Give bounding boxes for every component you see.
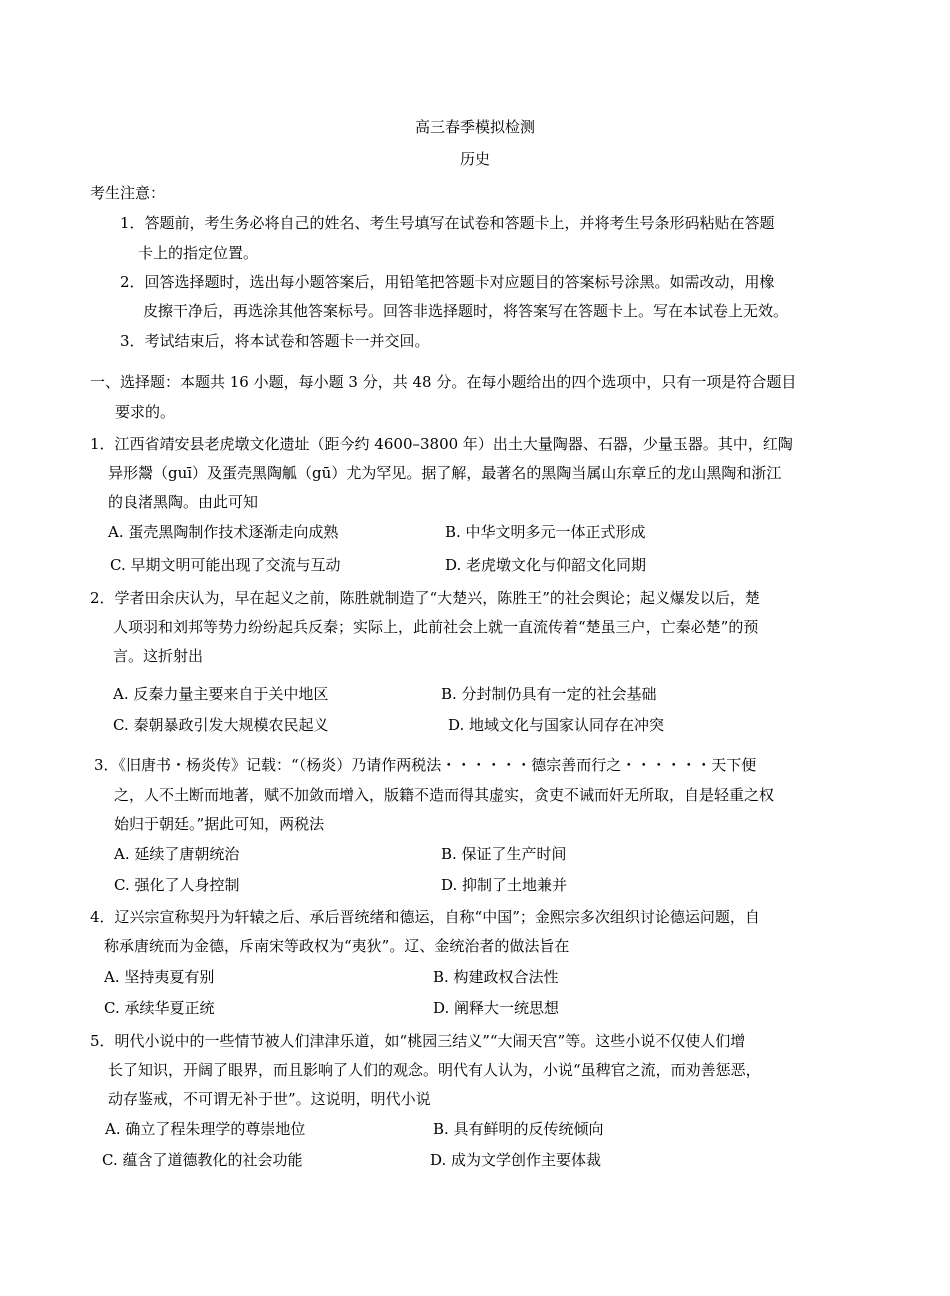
question-3-option-b: B. 保证了生产时间 (441, 845, 567, 863)
question-2-option-c: C. 秦朝暴政引发大规模农民起义 (113, 716, 329, 734)
question-5-option-d: D. 成为文学创作主要体裁 (430, 1151, 602, 1169)
notice-item-1-line-2: 卡上的指定位置。 (138, 244, 259, 262)
question-3-line-3: 始归于朝廷。”据此可知，两税法 (114, 815, 325, 833)
question-1-line-1: 1．江西省靖安县老虎墩文化遗址（距今约 4600–3800 年）出土大量陶器、石器，少量玉器。其中，红陶 (90, 435, 793, 453)
notice-item-1-line-1: 1．答题前，考生务必将自己的姓名、考生号填写在试卷和答题卡上，并将考生号条形码粘贴在答题 (120, 214, 775, 232)
question-2-line-1: 2．学者田余庆认为，早在起义之前，陈胜就制造了“大楚兴，陈胜王”的社会舆论；起义爆发以后，楚 (90, 589, 760, 607)
question-3-line-2: 之，人不土断而地著，赋不加敛而增入，版籍不造而得其虚实，贪吏不诫而奸无所取，自是轻重之权 (114, 786, 775, 804)
question-3-option-c: C. 强化了人身控制 (114, 876, 240, 894)
section-heading-line-1: 一、选择题：本题共 16 小题，每小题 3 分，共 48 分。在每小题给出的四个选项中，只有一项是符合题目 (90, 373, 797, 391)
section-heading-line-2: 要求的。 (115, 403, 176, 421)
question-4-option-a: A. 坚持夷夏有别 (104, 968, 215, 986)
question-4-line-1: 4．辽兴宗宣称契丹为轩辕之后、承后晋统绪和德运，自称“中国”；金熙宗多次组织讨论德运问题，自 (90, 908, 760, 926)
question-1-line-2: 异形鬶（guī）及蛋壳黑陶觚（gū）尤为罕见。据了解，最著名的黑陶当属山东章丘的龙山黑陶和浙江 (108, 464, 782, 482)
question-4-line-2: 称承唐统而为金德，斥南宋等政权为“夷狄”。辽、金统治者的做法旨在 (104, 937, 570, 955)
exam-title: 高三春季模拟检测 (414, 118, 535, 136)
question-1-option-b: B. 中华文明多元一体正式形成 (445, 523, 646, 541)
question-3-line-1: 3．《旧唐书・杨炎传》记载：“（杨炎）乃请作两税法・・・・・・德宗善而行之・・・・・・天下便 (94, 756, 757, 774)
question-3-option-d: D. 抑制了土地兼并 (441, 876, 568, 894)
question-1-option-c: C. 早期文明可能出现了交流与互动 (110, 556, 341, 574)
exam-subject: 历史 (459, 150, 490, 168)
notice-item-2-line-1: 2．回答选择题时，选出每小题答案后，用铅笔把答题卡对应题目的答案标号涂黑。如需改动，用橡 (120, 273, 775, 291)
question-1-line-3: 的良渚黑陶。由此可知 (108, 493, 259, 511)
question-5-option-a: A. 确立了程朱理学的尊崇地位 (105, 1120, 306, 1138)
question-2-option-d: D. 地域文化与国家认同存在冲突 (448, 716, 665, 734)
question-4-option-d: D. 阐释大一统思想 (433, 999, 560, 1017)
question-5-line-2: 长了知识，开阔了眼界，而且影响了人们的观念。明代有人认为，小说“虽稗官之流，而劝善惩恶， (108, 1061, 761, 1079)
question-2-option-b: B. 分封制仍具有一定的社会基础 (441, 685, 657, 703)
question-5-line-1: 5．明代小说中的一些情节被人们津津乐道，如“桃园三结义”“大闹天宫”等。这些小说不仅使人们增 (90, 1032, 746, 1050)
question-4-option-c: C. 承续华夏正统 (104, 999, 215, 1017)
question-3-option-a: A. 延续了唐朝统治 (114, 845, 240, 863)
question-4-option-b: B. 构建政权合法性 (433, 968, 559, 986)
question-1-option-a: A. 蛋壳黑陶制作技术逐渐走向成熟 (108, 523, 339, 541)
question-5-line-3: 动存鉴戒，不可谓无补于世”。这说明，明代小说 (108, 1090, 431, 1108)
notice-item-2-line-2: 皮擦干净后，再选涂其他答案标号。回答非选择题时，将答案写在答题卡上。写在本试卷上无效。 (143, 302, 789, 320)
question-5-option-c: C. 蕴含了道德教化的社会功能 (102, 1151, 303, 1169)
question-2-line-3: 言。这折射出 (113, 647, 204, 665)
question-2-option-a: A. 反秦力量主要来自于关中地区 (113, 685, 329, 703)
question-1-option-d: D. 老虎墩文化与仰韶文化同期 (445, 556, 647, 574)
question-5-option-b: B. 具有鲜明的反传统倾向 (433, 1120, 604, 1138)
notice-item-3: 3．考试结束后，将本试卷和答题卡一并交回。 (120, 332, 430, 350)
notice-heading: 考生注意： (90, 184, 166, 202)
question-2-line-2: 人项羽和刘邦等势力纷纷起兵反秦；实际上，此前社会上就一直流传着“楚虽三户，亡秦必楚”的预 (113, 618, 759, 636)
